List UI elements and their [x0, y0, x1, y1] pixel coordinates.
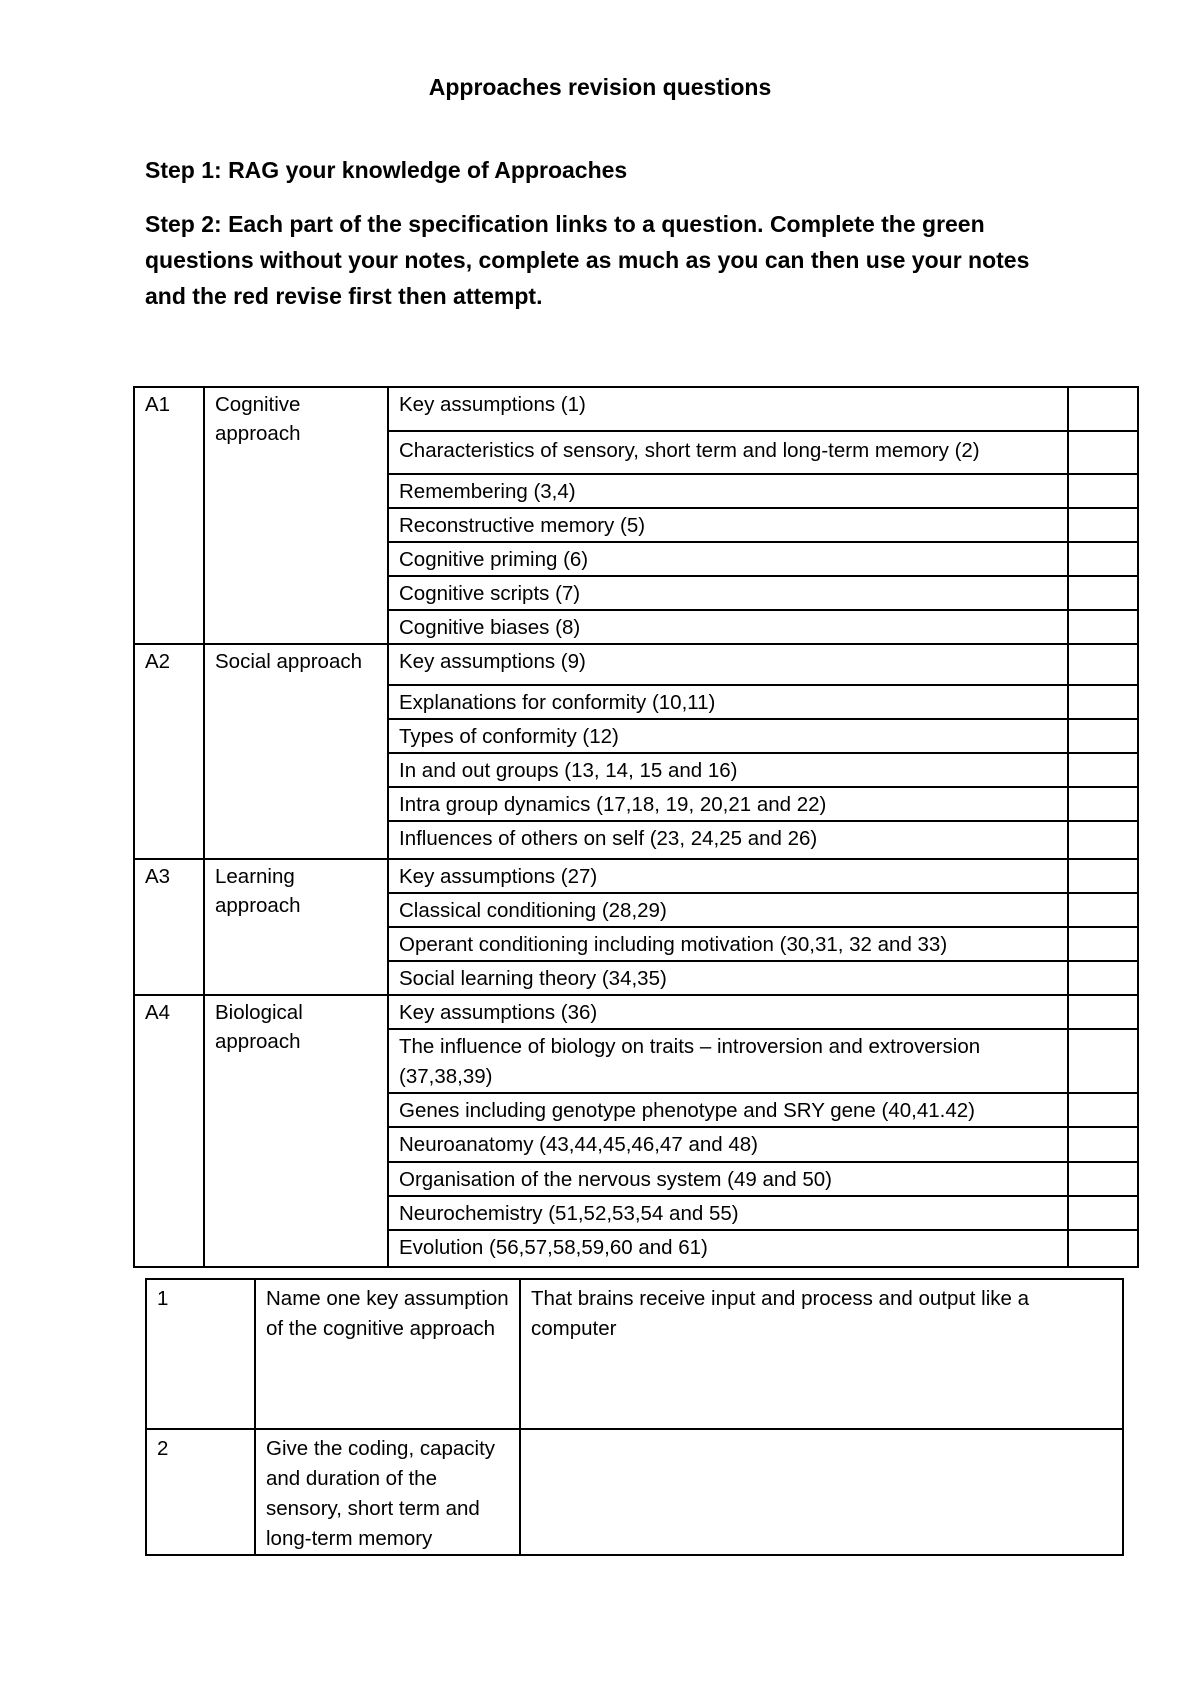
section-name: Biological approach [204, 995, 388, 1267]
rag-cell[interactable] [1068, 576, 1138, 610]
topic-cell: Reconstructive memory (5) [388, 508, 1068, 542]
specification-table [133, 386, 1139, 1268]
topic-cell: Neurochemistry (51,52,53,54 and 55) [388, 1196, 1068, 1230]
section-name: Cognitive approach [204, 387, 388, 644]
question-row [146, 1429, 1123, 1555]
question-table [145, 1278, 1124, 1556]
rag-cell[interactable] [1068, 1029, 1138, 1093]
rag-cell[interactable] [1068, 542, 1138, 576]
topic-cell: Types of conformity (12) [388, 719, 1068, 753]
rag-cell[interactable] [1068, 1196, 1138, 1230]
section-code: A1 [134, 387, 204, 644]
topic-cell: Operant conditioning including motivation (30,31, 32 and 33) [388, 927, 1068, 961]
topic-cell: Cognitive biases (8) [388, 610, 1068, 644]
rag-cell[interactable] [1068, 787, 1138, 821]
topic-cell: Remembering (3,4) [388, 474, 1068, 508]
section-code: A2 [134, 644, 204, 859]
topic-cell: In and out groups (13, 14, 15 and 16) [388, 753, 1068, 787]
section-code: A3 [134, 859, 204, 995]
rag-cell[interactable] [1068, 995, 1138, 1029]
topic-cell: Key assumptions (36) [388, 995, 1068, 1029]
step-2-instruction: Step 2: Each part of the specification links to a question. Complete the green questions without your notes, complete as much as you can then use your notes and the red revise first then attempt. [145, 211, 1030, 309]
spec-row [134, 387, 1138, 431]
rag-cell[interactable] [1068, 821, 1138, 859]
rag-cell[interactable] [1068, 508, 1138, 542]
answer-cell[interactable] [520, 1429, 1123, 1555]
rag-cell[interactable] [1068, 1230, 1138, 1267]
topic-cell: Influences of others on self (23, 24,25 and 26) [388, 821, 1068, 859]
spec-row [134, 859, 1138, 893]
rag-cell[interactable] [1068, 474, 1138, 508]
rag-cell[interactable] [1068, 893, 1138, 927]
question-number: 1 [146, 1279, 255, 1429]
section-name: Learning approach [204, 859, 388, 995]
rag-cell[interactable] [1068, 961, 1138, 995]
topic-cell: Explanations for conformity (10,11) [388, 685, 1068, 719]
topic-cell: Classical conditioning (28,29) [388, 893, 1068, 927]
rag-cell[interactable] [1068, 387, 1138, 431]
topic-cell: Intra group dynamics (17,18, 19, 20,21 and 22) [388, 787, 1068, 821]
question-row [146, 1279, 1123, 1429]
rag-cell[interactable] [1068, 610, 1138, 644]
rag-cell[interactable] [1068, 431, 1138, 474]
topic-cell: The influence of biology on traits – introversion and extroversion (37,38,39) [388, 1029, 1068, 1093]
topic-cell: Characteristics of sensory, short term and long-term memory (2) [388, 431, 1068, 474]
rag-cell[interactable] [1068, 719, 1138, 753]
rag-cell[interactable] [1068, 644, 1138, 685]
page-title: Approaches revision questions [428, 74, 772, 100]
topic-cell: Key assumptions (27) [388, 859, 1068, 893]
topic-cell: Neuroanatomy (43,44,45,46,47 and 48) [388, 1127, 1068, 1162]
rag-cell[interactable] [1068, 1162, 1138, 1196]
section-name: Social approach [204, 644, 388, 859]
question-number: 2 [146, 1429, 255, 1555]
topic-cell: Key assumptions (9) [388, 644, 1068, 685]
question-text: Give the coding, capacity and duration of the sensory, short term and long-term memory [255, 1429, 520, 1555]
section-code: A4 [134, 995, 204, 1267]
spec-row [134, 644, 1138, 685]
topic-cell: Cognitive scripts (7) [388, 576, 1068, 610]
rag-cell[interactable] [1068, 1127, 1138, 1162]
topic-cell: Key assumptions (1) [388, 387, 1068, 431]
topic-cell: Social learning theory (34,35) [388, 961, 1068, 995]
answer-cell[interactable]: That brains receive input and process and output like a computer [520, 1279, 1123, 1429]
topic-cell: Cognitive priming (6) [388, 542, 1068, 576]
topic-cell: Organisation of the nervous system (49 and 50) [388, 1162, 1068, 1196]
rag-cell[interactable] [1068, 685, 1138, 719]
spec-row [134, 995, 1138, 1029]
rag-cell[interactable] [1068, 753, 1138, 787]
rag-cell[interactable] [1068, 927, 1138, 961]
topic-cell: Genes including genotype phenotype and SRY gene (40,41.42) [388, 1093, 1068, 1127]
question-text: Name one key assumption of the cognitive approach [255, 1279, 520, 1429]
rag-cell[interactable] [1068, 1093, 1138, 1127]
topic-cell: Evolution (56,57,58,59,60 and 61) [388, 1230, 1068, 1267]
step-1-instruction: Step 1: RAG your knowledge of Approaches [145, 157, 628, 183]
rag-cell[interactable] [1068, 859, 1138, 893]
